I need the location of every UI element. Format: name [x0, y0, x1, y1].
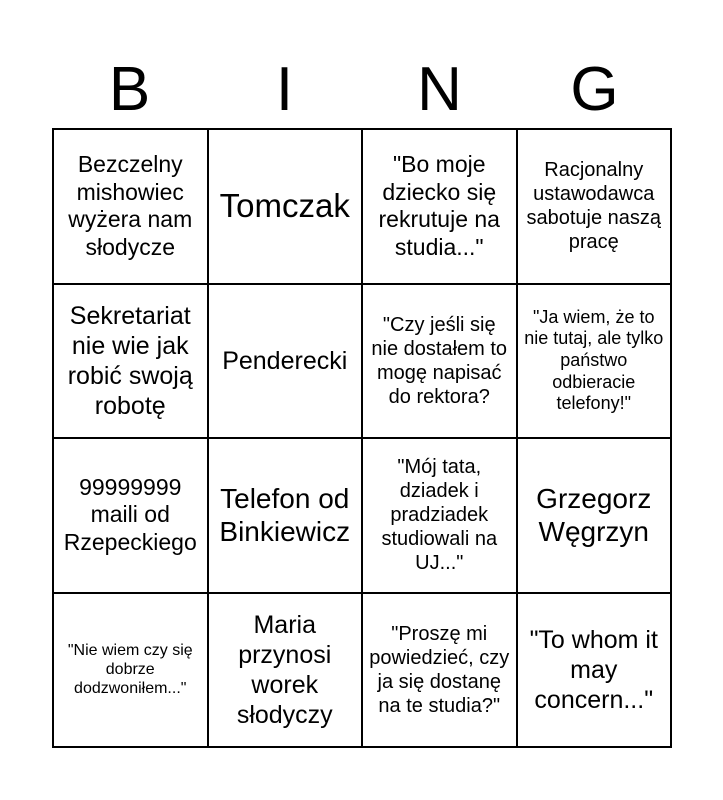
bingo-cell-r2-c3[interactable]: "Czy jeśli się nie dostałem to mogę napisać do rektora? [362, 284, 517, 439]
bingo-cell-r3-c1[interactable]: 99999999 maili od Rzepeckiego [53, 438, 208, 593]
bingo-cell-r4-c3[interactable]: "Proszę mi powiedzieć, czy ja się dostanę na te studia?" [362, 593, 517, 748]
header-letter-n: N [417, 55, 462, 124]
bingo-cell-r3-c4[interactable]: Grzegorz Węgrzyn [517, 438, 672, 593]
header-letter-i: I [275, 55, 294, 124]
bingo-cell-r4-c1[interactable]: "Nie wiem czy się dobrze dodzwoniłem..." [53, 593, 208, 748]
bingo-cell-r2-c1[interactable]: Sekretariat nie wie jak robić swoją robotę [53, 284, 208, 439]
bingo-cell-r2-c2[interactable]: Penderecki [208, 284, 363, 439]
header-letter-g: G [570, 55, 619, 124]
bingo-grid [52, 128, 672, 748]
bingo-cell-r3-c2[interactable]: Telefon od Binkiewicz [208, 438, 363, 593]
bingo-cell-r1-c3[interactable]: "Bo moje dziecko się rekrutuje na studia..." [362, 129, 517, 284]
bingo-cell-r2-c4[interactable]: "Ja wiem, że to nie tutaj, ale tylko państwo odbieracie telefony!" [517, 284, 672, 439]
bingo-cell-r4-c2[interactable]: Maria przynosi worek słodyczy [208, 593, 363, 748]
bingo-header [52, 52, 672, 128]
header-letter-b: B [108, 55, 151, 124]
bingo-cell-r3-c3[interactable]: "Mój tata, dziadek i pradziadek studiowali na UJ..." [362, 438, 517, 593]
bingo-cell-r1-c4[interactable]: Racjonalny ustawodawca sabotuje naszą pracę [517, 129, 672, 284]
bingo-cell-r1-c1[interactable]: Bezczelny mishowiec wyżera nam słodycze [53, 129, 208, 284]
bingo-cell-r4-c4[interactable]: "To whom it may concern..." [517, 593, 672, 748]
bingo-cell-r1-c2[interactable]: Tomczak [208, 129, 363, 284]
